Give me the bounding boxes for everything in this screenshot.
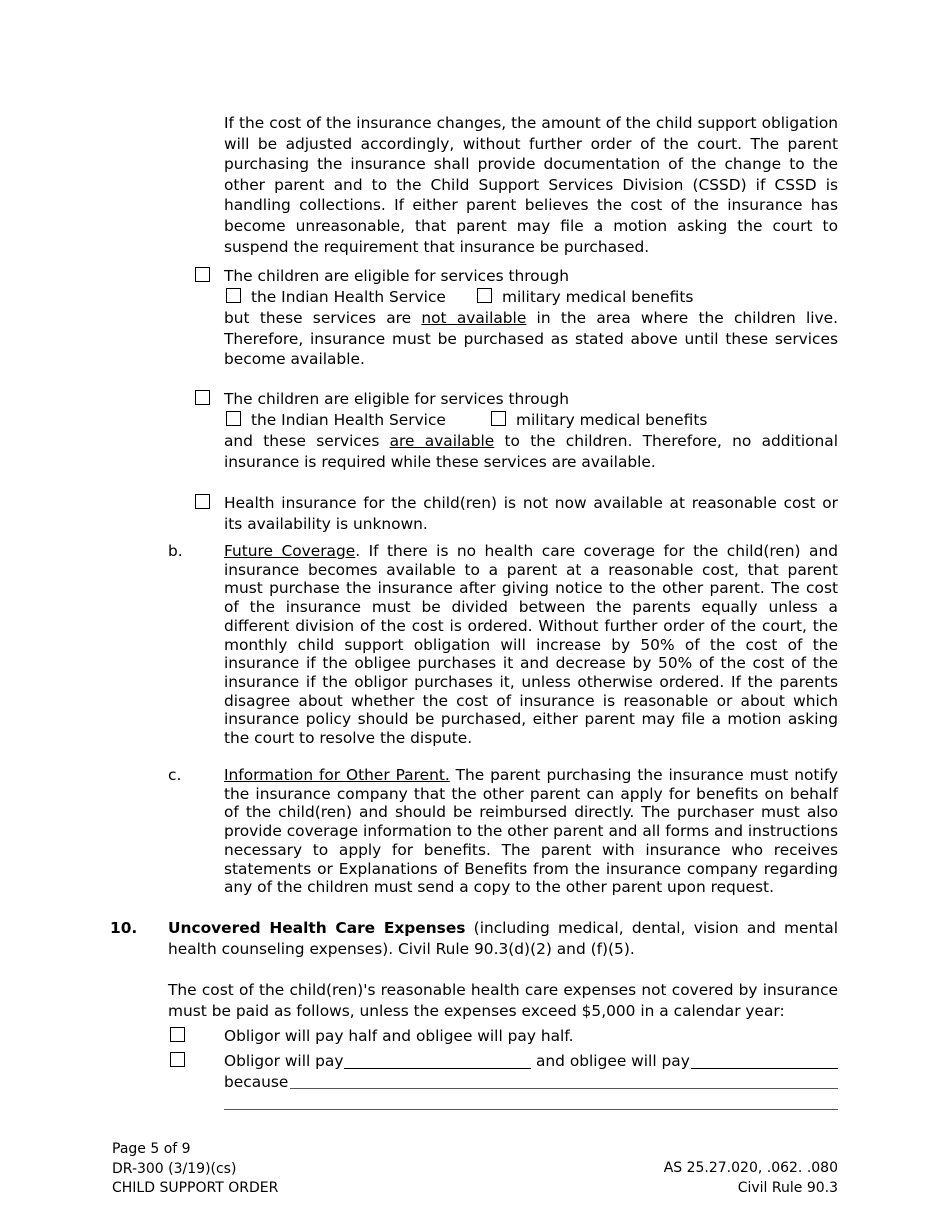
footer-left	[112, 1140, 278, 1199]
available-body: and these services are available to the children. Therefore, no additional insurance is required while these services are available.	[224, 432, 839, 471]
because-field-line-2[interactable]	[224, 1109, 838, 1110]
page-number: Page 5 of 9	[112, 1141, 191, 1157]
not-available-heading: The children are eligible for services through	[224, 267, 569, 285]
available-military-checkbox[interactable]	[491, 411, 506, 426]
custom-split-checkbox[interactable]	[170, 1052, 185, 1067]
because-field-line-1[interactable]	[290, 1088, 838, 1089]
available-military-label: military medical benefits	[516, 411, 708, 429]
section-10-intro: The cost of the child(ren)'s reasonable health care expenses not covered by insurance must be paid as follows, unless the expenses exceed $5,000 in a calendar year:	[168, 981, 838, 1020]
not-available-body: but these services are not available in the area where the children live. Therefore, insurance must be purchased as stated above until these services become available.	[224, 309, 838, 369]
available-ihs-checkbox[interactable]	[226, 411, 241, 426]
available-checkbox[interactable]	[195, 390, 210, 405]
footer-right	[664, 1159, 838, 1198]
statute-reference: AS 25.27.020, .062. .080	[663, 1160, 838, 1176]
not-available-ihs-label: the Indian Health Service	[251, 288, 446, 306]
available-ihs-label: the Indian Health Service	[251, 411, 446, 429]
form-id: DR-300 (3/19)(cs)	[112, 1160, 237, 1177]
section-10-heading: Uncovered Health Care Expenses (including medical, dental, vision and mental health counseling expenses). Civil Rule 90.3(d)(2) and (f)(5).	[168, 919, 838, 958]
item-c-paragraph: Information for Other Parent. The parent purchasing the insurance must notify the insurance company that the other parent can apply for benefits on behalf of the child(ren) and should be reimbursed directly. The purchaser must also provide coverage information to the other parent and all forms and instructions necessary to apply for benefits. The parent with insurance who receives statements or Explanations of Benefits from the insurance company regarding any of the children must send a copy to the other parent upon request.	[224, 766, 838, 897]
obligee-amount-field[interactable]	[691, 1068, 838, 1069]
cost-change-paragraph: If the cost of the insurance changes, the amount of the child support obligation will be adjusted accordingly, without further order of the court. The parent purchasing the insurance shall provide documentation of the change to the other parent and to the Child Support Services Division (CSSD) if CSSD is handling collections. If either parent believes the cost of the insurance has become unreasonable, that parent may file a motion asking the court to suspend the requirement that insurance be purchased.	[224, 114, 838, 256]
not-available-checkbox[interactable]	[195, 267, 210, 282]
not-available-ihs-checkbox[interactable]	[226, 288, 241, 303]
not-available-military-checkbox[interactable]	[477, 288, 492, 303]
item-b-title: Future Coverage	[224, 542, 356, 560]
unknown-availability-text: Health insurance for the child(ren) is not now available at reasonable cost or its availability is unknown.	[224, 494, 838, 533]
item-c-letter: c.	[168, 766, 182, 784]
available-heading: The children are eligible for services through	[224, 390, 569, 408]
section-10-number: 10.	[110, 919, 138, 937]
split-half-label: Obligor will pay half and obligee will pay half.	[224, 1027, 574, 1045]
obligor-amount-field[interactable]	[344, 1068, 531, 1069]
obligee-pays-label: and obligee will pay	[536, 1052, 690, 1070]
item-b-letter: b.	[168, 542, 183, 560]
section-10-title: Uncovered Health Care Expenses	[168, 919, 466, 937]
civil-rule-reference: Civil Rule 90.3	[737, 1179, 838, 1196]
item-b-paragraph: Future Coverage. If there is no health care coverage for the child(ren) and insurance becomes available to a parent at a reasonable cost, that parent must purchase the insurance after giving notice to the other parent. The cost of the insurance must be divided between the parents equally unless a different division of the cost is ordered. Without further order of the court, the monthly child support obligation will increase by 50% of the cost of the insurance if the obligee purchases it and decrease by 50% of the cost of the insurance if the obligor purchases it, unless otherwise ordered. If the parents disagree about whether the cost of insurance is reasonable or about which insurance policy should be purchased, either parent may file a motion asking the court to resolve the dispute.	[224, 542, 838, 748]
obligor-pays-label: Obligor will pay	[224, 1052, 344, 1070]
unknown-availability-checkbox[interactable]	[195, 494, 210, 509]
form-title: CHILD SUPPORT ORDER	[112, 1180, 279, 1196]
split-half-checkbox[interactable]	[170, 1027, 185, 1042]
because-label: because	[224, 1073, 289, 1091]
item-c-title: Information for Other Parent.	[224, 766, 450, 784]
not-available-military-label: military medical benefits	[502, 288, 694, 306]
